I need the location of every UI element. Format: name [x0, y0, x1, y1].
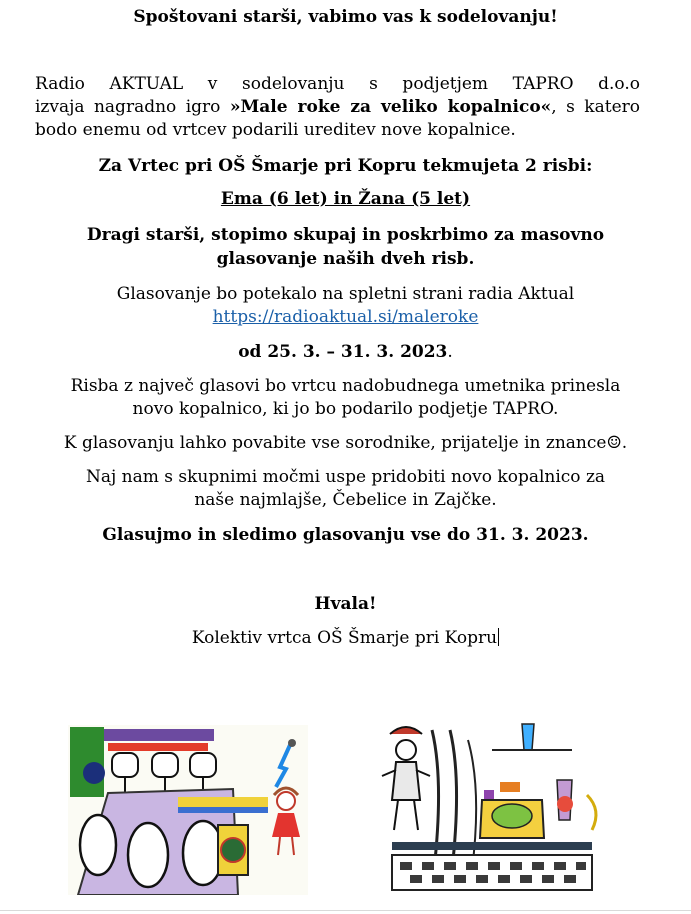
appeal-line-2: glasovanje naših dveh risb.	[216, 249, 475, 269]
hope-line-2: naše najmlajše, Čebelice in Zajčke.	[194, 490, 497, 510]
hope-line-1: Naj nam s skupnimi močmi uspe pridobiti novo kopalnico za	[85, 467, 606, 487]
contest-name: »Male roke za veliko kopalnico«	[229, 97, 552, 117]
invite-line: K glasovanju lahko povabite vse sorodnike, prijatelje in znance☺.	[63, 433, 628, 453]
intro-line-2	[35, 96, 640, 119]
signature-line	[20, 627, 671, 650]
drawing-zana-art	[372, 720, 612, 895]
intro-line-3: bodo enemu od vrtcev podarili ureditev nove kopalnice.	[35, 120, 516, 140]
closing-line: Glasujmo in sledimo glasovanju vse do 31. 3. 2023.	[102, 525, 589, 545]
voting-link[interactable]: https://radioaktual.si/maleroke	[212, 307, 479, 327]
voting-text: Glasovanje bo potekalo na spletni strani radia Aktual	[116, 284, 575, 304]
voting-link-line	[20, 306, 671, 329]
intro-line-2-end: , s katero	[551, 97, 640, 117]
drawing-zana	[372, 720, 612, 895]
thanks-line: Hvala!	[314, 594, 377, 614]
dates-line	[20, 341, 671, 364]
competition-line: Za Vrtec pri OŠ Šmarje pri Kopru tekmujeta 2 risbi:	[98, 156, 593, 176]
dates-period: .	[447, 342, 453, 362]
text-cursor	[498, 628, 499, 646]
voting-dates: od 25. 3. – 31. 3. 2023	[238, 342, 448, 362]
appeal-line-1: Dragi starši, stopimo skupaj in poskrbimo za masovno	[86, 225, 605, 245]
tiled-floor	[392, 855, 592, 890]
signature: Kolektiv vrtca OŠ Šmarje pri Kopru	[191, 628, 498, 648]
intro-line-2-start: izvaja nagradno igro	[35, 97, 230, 117]
intro-line-1: Radio AKTUAL v sodelovanju s podjetjem TAPRO d.o.o	[35, 74, 640, 94]
prize-line-1: Risba z največ glasovi bo vrtcu nadobudnega umetnika prinesla	[70, 376, 621, 396]
page-bottom-border	[0, 910, 691, 911]
blue-circle	[83, 762, 105, 784]
green-block	[70, 727, 104, 797]
prize-line-2: novo kopalnico, ki jo bo podarilo podjetje TAPRO.	[132, 399, 559, 419]
drawing-ema-art	[68, 725, 308, 895]
contestants-line: Ema (6 let) in Žana (5 let)	[220, 189, 471, 209]
heading: Spoštovani starši, vabimo vas k sodelovanju!	[133, 7, 558, 27]
drawing-ema	[68, 725, 308, 895]
